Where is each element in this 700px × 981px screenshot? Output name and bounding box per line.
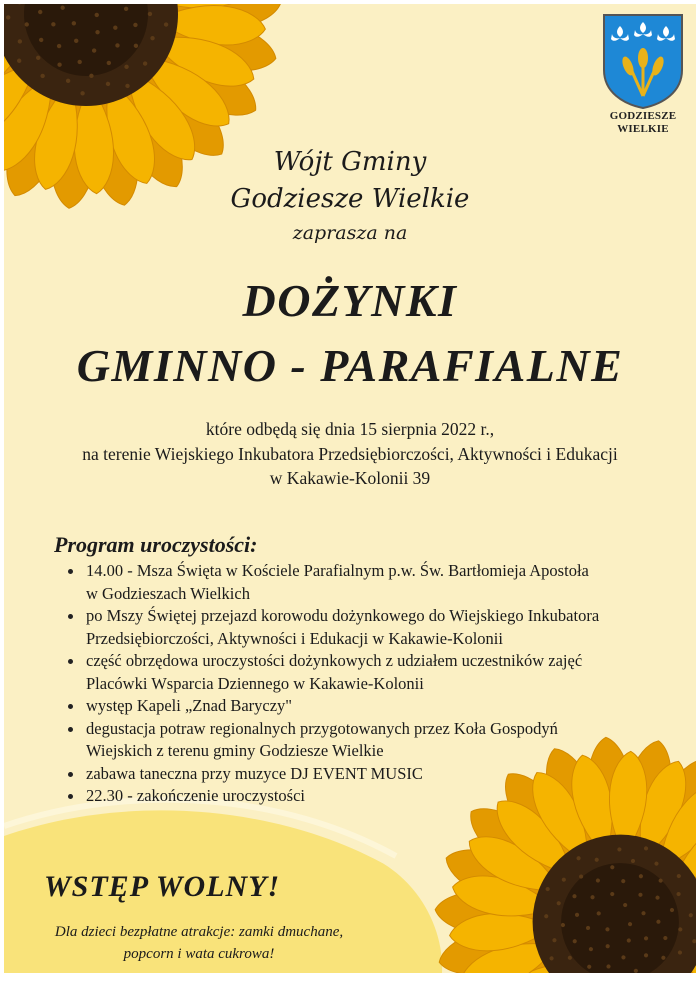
crest-name-line-2: WIELKIE: [598, 123, 688, 136]
program-item: [62, 763, 662, 786]
program-item-line-2: Wiejskich z terenu gminy Godziesze Wielkie: [86, 740, 662, 763]
coat-of-arms-icon: [601, 12, 685, 110]
organizer-line-2: Godziesze Wielkie: [4, 184, 696, 214]
organizer-line-1: Wójt Gminy: [4, 147, 696, 177]
program-item-line-1: po Mszy Świętej przejazd korowodu dożynkowego do Wiejskiego Inkubatora: [86, 605, 662, 628]
free-admission-banner: WSTĘP WOLNY!: [44, 870, 280, 904]
program-heading: Program uroczystości:: [54, 532, 258, 558]
program-item-line-2: Placówki Wsparcia Dziennego w Kakawie-Kolonii: [86, 673, 662, 696]
invite-line: zaprasza na: [4, 222, 696, 244]
program-item-line-2: Przedsiębiorczości, Aktywności i Edukacji w Kakawie-Kolonii: [86, 628, 662, 651]
program-item: [62, 785, 662, 808]
sunflower-top-left-icon: [4, 4, 286, 214]
program-item: [62, 718, 662, 763]
kids-attractions-line-1: Dla dzieci bezpłatne atrakcje: zamki dmuchane,: [4, 924, 394, 941]
program-item-line-1: 22.30 - zakończenie uroczystości: [86, 785, 662, 808]
event-poster: [4, 4, 696, 973]
program-item-line-2: w Godzieszach Wielkich: [86, 583, 662, 606]
program-item-line-1: występ Kapeli „Znad Baryczy": [86, 695, 662, 718]
event-title-line-2: GMINNO - PARAFIALNE: [4, 339, 696, 392]
program-item: [62, 560, 662, 605]
event-date-line: które odbędą się dnia 15 sierpnia 2022 r.,: [4, 419, 696, 440]
program-item-line-1: zabawa taneczna przy muzyce DJ EVENT MUSIC: [86, 763, 662, 786]
program-item-line-1: degustacja potraw regionalnych przygotowanych przez Koła Gospodyń: [86, 718, 662, 741]
event-address-line: w Kakawie-Kolonii 39: [4, 468, 696, 489]
program-item-line-1: część obrzędowa uroczystości dożynkowych z udziałem uczestników zajęć: [86, 650, 662, 673]
program-list: [62, 560, 662, 808]
program-item-line-1: 14.00 - Msza Święta w Kościele Parafialnym p.w. Św. Bartłomieja Apostoła: [86, 560, 662, 583]
event-venue-line: na terenie Wiejskiego Inkubatora Przedsiębiorczości, Aktywności i Edukacji: [4, 444, 696, 465]
event-title-line-1: DOŻYNKI: [4, 274, 696, 327]
program-item: [62, 650, 662, 695]
kids-attractions-line-2: popcorn i wata cukrowa!: [4, 946, 394, 963]
crest-name-line-1: GODZIESZE: [598, 110, 688, 123]
program-item: [62, 695, 662, 718]
crest-godziesze-wielkie: [598, 12, 688, 146]
program-item: [62, 605, 662, 650]
